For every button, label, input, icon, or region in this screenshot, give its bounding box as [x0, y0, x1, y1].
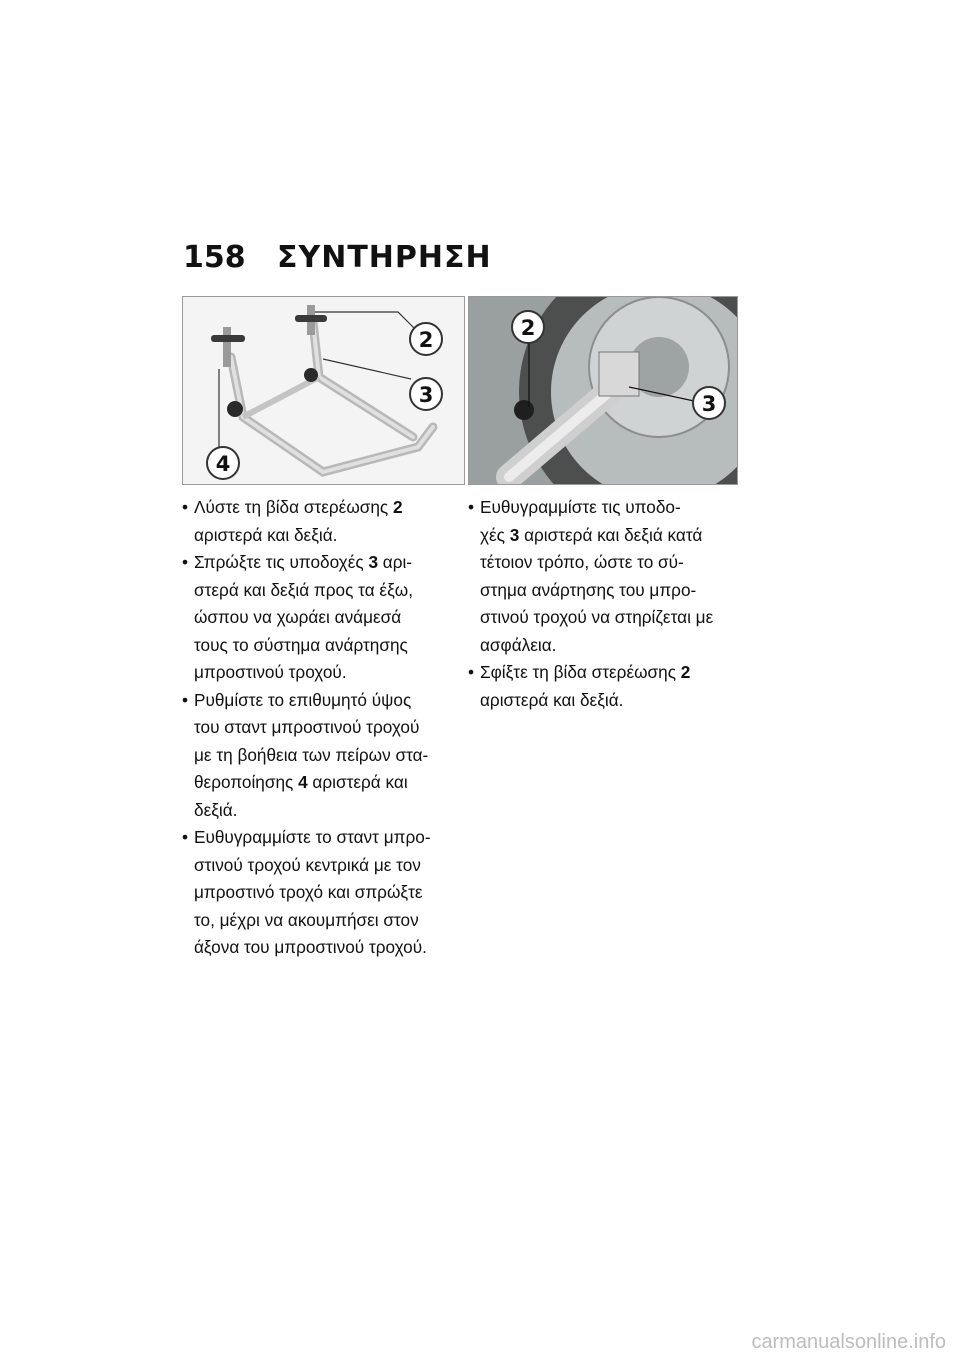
instruction-line: στημα ανάρτησης του μπρο-	[480, 579, 697, 600]
instruction-line: τέτοιον τρόπο, ώστε το σύ-	[480, 552, 684, 572]
instruction-line: τους το σύστημα ανάρτησης	[194, 634, 408, 655]
instruction-line: το, μέχρι να ακουμπήσει στον	[194, 909, 419, 930]
callout-2	[512, 311, 544, 343]
instruction-line: Ευθυγραμμίστε το σταντ μπρο-	[194, 827, 431, 847]
callout-4	[207, 447, 239, 479]
instruction-item	[468, 494, 750, 659]
left-column	[182, 494, 464, 962]
instruction-line: μπροστινού τροχού.	[194, 662, 347, 682]
instruction-line: στινού τροχού να στηρίζεται με	[480, 607, 714, 627]
instruction-item	[182, 494, 464, 549]
figure-wheel	[468, 296, 738, 485]
instruction-line: του σταντ μπροστινού τροχού	[194, 717, 420, 737]
instruction-line: Σπρώξτε τις υποδοχές 3 αρι-	[194, 552, 413, 572]
svg-text:2: 2	[520, 316, 536, 340]
instruction-line: αριστερά και δεξιά.	[480, 689, 624, 710]
instruction-line: ώσπου να χωράει ανάμεσά	[194, 607, 402, 627]
instruction-item	[182, 549, 464, 687]
callout-2	[410, 323, 442, 355]
instruction-line: στινού τροχού κεντρικά με τον	[194, 854, 421, 875]
bullet: •	[182, 497, 189, 517]
bullet: •	[468, 662, 475, 682]
bullet: •	[182, 827, 189, 847]
callout-3	[410, 378, 442, 410]
instruction-line: αριστερά και δεξιά.	[194, 524, 338, 545]
callout-3	[693, 387, 725, 419]
svg-text:3: 3	[701, 392, 717, 416]
reference-number: 3	[368, 552, 378, 572]
wheel-illustration	[469, 297, 737, 484]
instruction-line: άξονα του μπροστινού τροχού.	[194, 937, 427, 957]
instruction-item	[182, 687, 464, 825]
instruction-line: δεξιά.	[194, 799, 238, 820]
bullet: •	[468, 497, 475, 517]
instruction-line: Ρυθμίστε το επιθυμητό ύψος	[194, 689, 412, 710]
instruction-line: στερά και δεξιά προς τα έξω,	[194, 579, 413, 600]
page-title: ΣΥΝΤΗΡΗΣΗ	[277, 240, 492, 275]
instruction-line: Σφίξτε τη βίδα στερέωσης 2	[480, 662, 691, 682]
reference-number: 2	[392, 497, 403, 517]
reference-number: 2	[680, 662, 691, 682]
instruction-line: Λύστε τη βίδα στερέωσης 2	[194, 497, 403, 517]
right-column	[468, 494, 750, 714]
instruction-line: θεροποίησης 4 αριστερά και	[194, 772, 408, 792]
reference-number: 4	[298, 772, 308, 792]
instruction-line: μπροστινό τροχό και σπρώξτε	[194, 882, 423, 902]
instruction-line: με τη βοήθεια των πείρων στα-	[194, 744, 429, 765]
bullet: •	[182, 689, 189, 710]
svg-text:3: 3	[418, 383, 434, 407]
page-number: 158	[183, 240, 246, 275]
instruction-line: ασφάλεια.	[480, 634, 557, 655]
instruction-item	[182, 824, 464, 962]
reference-number: 3	[509, 524, 520, 545]
page-header	[183, 240, 783, 280]
svg-text:4: 4	[215, 452, 231, 476]
figure-stand	[182, 296, 465, 485]
svg-text:2: 2	[418, 328, 434, 352]
stand-illustration	[183, 297, 464, 484]
instruction-line: Ευθυγραμμίστε τις υποδο-	[480, 497, 681, 517]
instruction-line: χές 3 αριστερά και δεξιά κατά	[480, 524, 703, 545]
bullet: •	[182, 552, 189, 572]
instruction-item	[468, 659, 750, 714]
watermark: carmanualsonline.info	[751, 1331, 946, 1353]
